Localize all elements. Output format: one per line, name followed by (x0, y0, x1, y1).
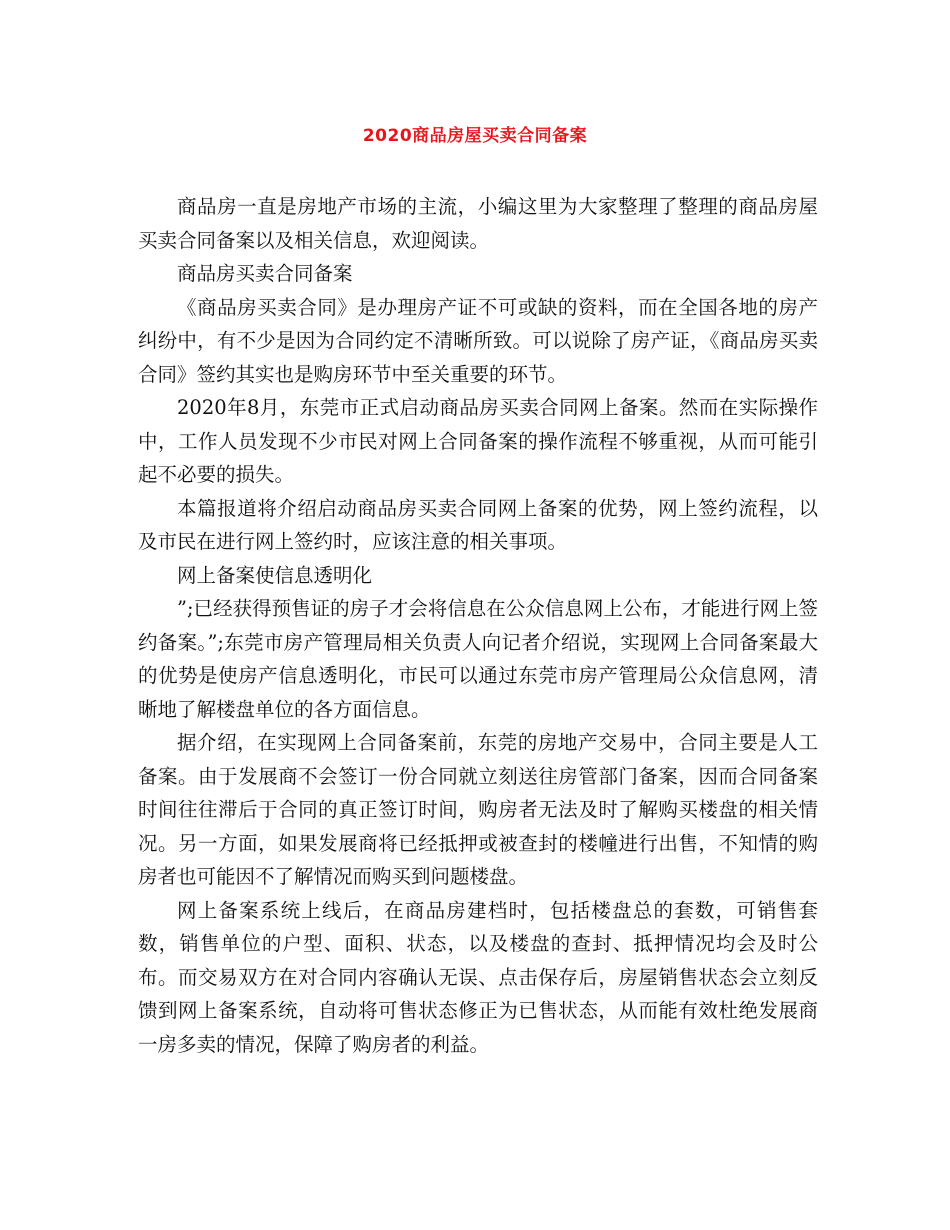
document-body (138, 190, 818, 1061)
paragraph-heading-filing: 商品房买卖合同备案 (177, 262, 353, 285)
paragraph-report-scope: 本篇报道将介绍启动商品房买卖合同网上备案的优势，网上签约流程，以及市民在进行网上签约时，应该注意的相关事项。 (138, 496, 818, 553)
paragraph-official-quote: ”;已经获得预售证的房子才会将信息在公众信息网上公布，才能进行网上签约备案。”;东莞市房产管理局相关负责人向记者介绍说，实现网上合同备案最大的优势是使房产信息透明化，市民可以通过东莞市房产管理局公众信息网，清晰地了解楼盘单位的各方面信息。 (138, 597, 818, 721)
paragraph-dongguan-launch: 2020年8月，东莞市正式启动商品房买卖合同网上备案。然而在实际操作中，工作人员发现不少市民对网上合同备案的操作流程不够重视，从而可能引起不必要的损失。 (138, 396, 818, 486)
paragraph-contract-importance: 《商品房买卖合同》是办理房产证不可或缺的资料，而在全国各地的房产纠纷中，有不少是因为合同约定不清晰所致。可以说除了房产证，《商品房买卖合同》签约其实也是购房环节中至关重要的环节。 (138, 295, 818, 386)
paragraph-heading-transparency: 网上备案使信息透明化 (177, 563, 373, 587)
paragraph-manual-filing: 据介绍，在实现网上合同备案前，东莞的房地产交易中，合同主要是人工备案。由于发展商不会签订一份合同就立刻送往房管部门备案，因而合同备案时间往往滞后于合同的真正签订时间，购房者无法及时了解购买楼盘的相关情况。另一方面，如果发展商将已经抵押或被查封的楼幢进行出售，不知情的购房者也可能因不了解情况而购买到问题楼盘。 (138, 731, 818, 888)
document-title: 2020商品房屋买卖合同备案 (362, 126, 588, 146)
paragraph-online-system: 网上备案系统上线后，在商品房建档时，包括楼盘总的套数，可销售套数，销售单位的户型、面积、状态，以及楼盘的查封、抵押情况均会及时公布。而交易双方在对合同内容确认无误、点击保存后，房屋销售状态会立刻反馈到网上备案系统，自动将可售状态修正为已售状态，从而能有效杜绝发展商一房多卖的情况，保障了购房者的利益。 (138, 898, 818, 1056)
paragraph-intro: 商品房一直是房地产市场的主流，小编这里为大家整理了整理的商品房屋买卖合同备案以及相关信息，欢迎阅读。 (138, 195, 818, 252)
